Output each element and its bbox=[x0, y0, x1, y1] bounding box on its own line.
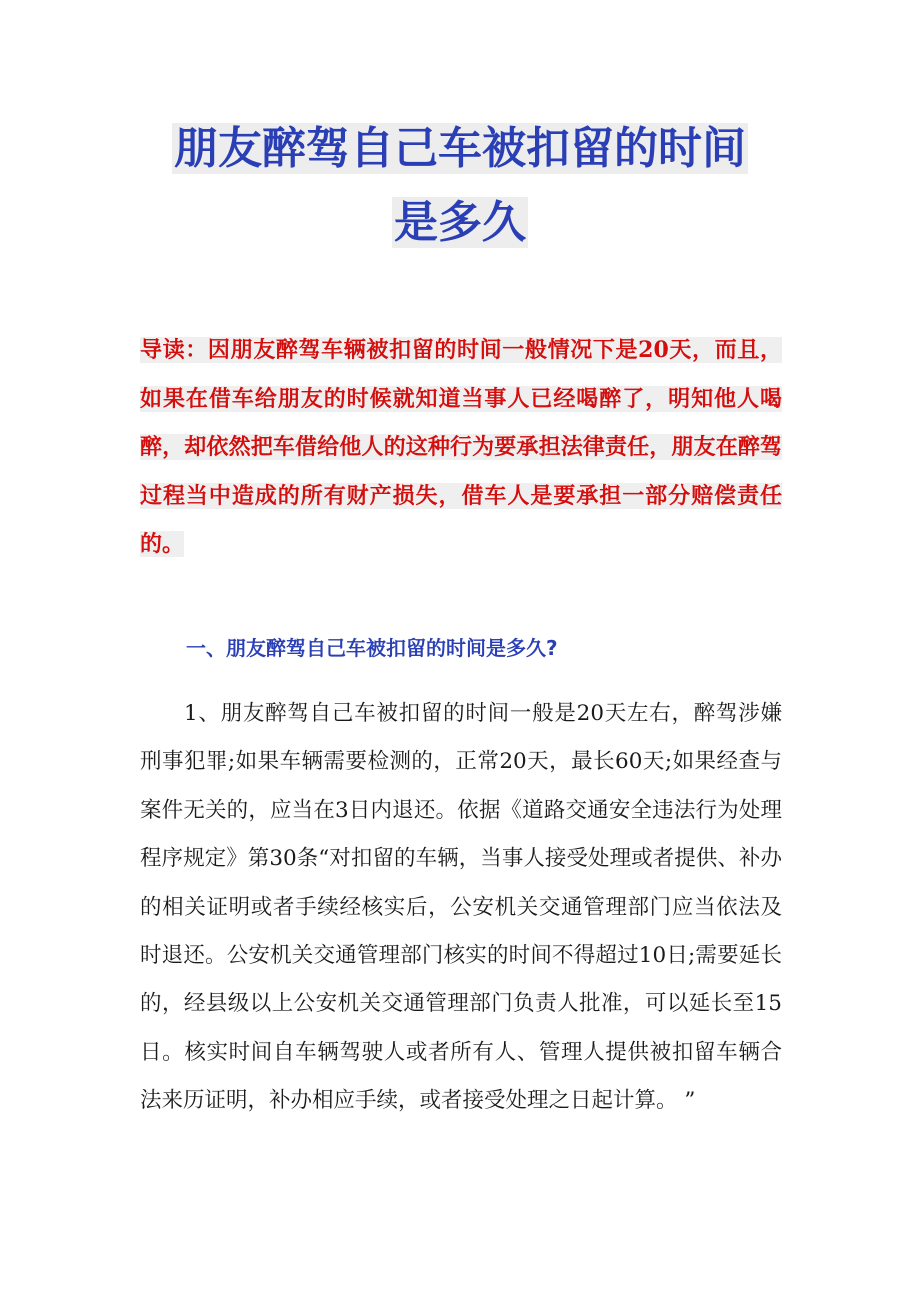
section-1-heading: 一、朋友醉驾自己车被扣留的时间是多久? bbox=[186, 636, 558, 660]
document-title-line1-text: 朋友醉驾自己车被扣留的时间 bbox=[174, 123, 746, 174]
intro-paragraph bbox=[140, 326, 782, 569]
document-title-line2 bbox=[140, 190, 780, 256]
document-title-line1 bbox=[140, 116, 780, 182]
section-1-paragraph: 1、朋友醉驾自己车被扣留的时间一般是20天左右，醉驾涉嫌刑事犯罪;如果车辆需要检测的，正常20天，最长60天;如果经查与案件无关的，应当在3日内退还。依据《道路交通安全违法行为处理程序规定》第30条“对扣留的车辆，当事人接受处理或者提供、补办的相关证明或者手续经核实后，公安机关交通管理部门应当依法及时退还。公安机关交通管理部门核实的时间不得超过10日;需要延长的，经县级以上公安机关交通管理部门负责人批准，可以延长至15日。核实时间自车辆驾驶人或者所有人、管理人提供被扣留车辆合法来历证明，补办相应手续，或者接受处理之日起计算。 ” bbox=[140, 701, 782, 1114]
intro-text: 导读：因朋友醉驾车辆被扣留的时间一般情况下是20天，而且，如果在借车给朋友的时候就知道当事人已经喝醉了，明知他人喝醉，却依然把车借给他人的这种行为要承担法律责任，朋友在醉驾过程当中造成的所有财产损失，借车人是要承担一部分赔偿责任的。 bbox=[140, 337, 782, 557]
document-title-line2-text: 是多久 bbox=[394, 197, 526, 248]
